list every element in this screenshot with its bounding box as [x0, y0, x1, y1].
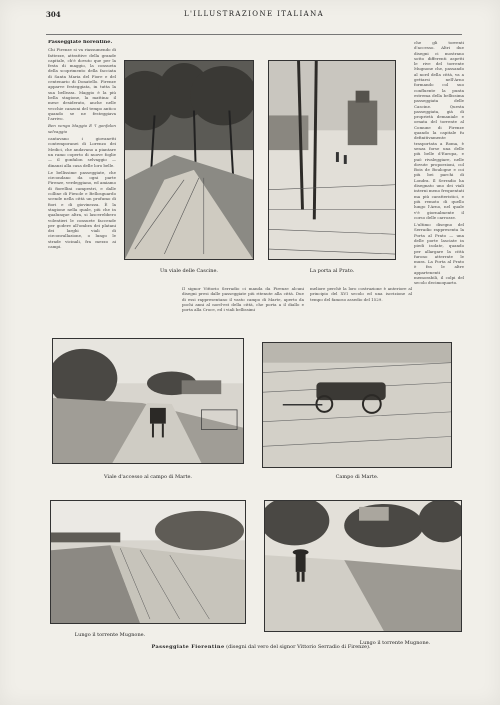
caption: Lungo il torrente Mugnone.	[74, 632, 146, 638]
paragraph: L'ultimo disegno del Serradio rappresenta la Porta al Prato — una delle porte lasciate in piedi isolate, quando per allargare la città furono atterrate le mura. La Porta al Prato è fra le altre appartenenti memorabili, il colpi del secolo decimoquarto.	[414, 222, 464, 286]
paragraph: Le bellissime passeggiate, che circondano da ogni parte Firenze, verdeggiano, ed amiamo di fiorellini campestri, e dalle colline di Fiesole e Bellosguardo scende nella città un profumo di fiori e di giovinezza. È la stagione nella quale, più che in qualunque altra, si lascerebbero volentieri le consuete faccende per godere all'ombra dei platani dei larghi viali di circonvallazione, o lungo le strade vicinali, fra mezzo ai campi.	[48, 169, 116, 249]
paragraph: cantavano i giovanetti contemporanei di Lorenzo dei Medici, che andavano a piantare un ramo coperto di nuove foglie — il gonfalon selvaggio — dinanzi alla casa delle loro belle.	[48, 136, 116, 168]
footer-credit: (disegni dal vero del signor Vittorio Serradio di Firenze).	[226, 644, 371, 650]
caption: Un viale delle Cascine.	[159, 268, 219, 274]
illustration-cascine-avenue	[124, 60, 254, 260]
paragraph: Il signor Vittorio Serradio ci manda da Firenze alcuni disegni presi dalle passeggiate più ritenute alla città. Due di essi rappresentano il vasto campo di Marte, aperto da pochi anni al nord-est della città, che porta a il diallo e porta alla Croce, ed i viali bellissimi	[182, 286, 304, 313]
paragraph: meliore perchè la loro costruzione è anteriore al principio del XVI secolo ed una iscrizione al tempo del famoso assedio del 1529.	[310, 286, 412, 302]
caption: Campo di Marte.	[335, 474, 379, 480]
paragraph: che gli torrenti d'accesso. Altri due disegni ci mostrano sotto differenti aspetti le rive del torrente Mugnone che, passando al nord della città, va a gettarsi nell'Arno formando col suo confluente la punta estrema della bellissima passeggiata delle Cascine. Questa passeggiata, già di proprietà demaniale e ornata del torrente al Comune di Firenze quando la capitale fu definitivamente trasportata a Roma, è senza forse una delle più belle d'Europa, e può rivaleggiare, nelle dovute proporzioni, col Bois de Boulogne e coi più bei parchi di Londra. Il Serradio ha disegnato uno dei viali interni meno frequentati ma più caratteristici, e più remoto di quello lungo l'Arno, nel quale v'è giornalmente il corso delle carrozze.	[414, 40, 464, 220]
page-header	[46, 8, 462, 35]
middle-text-column	[182, 286, 304, 332]
caption: Viale d'accesso al campo di Marte.	[103, 474, 193, 480]
article-heading: Passeggiate fiorentine.	[48, 40, 113, 45]
illustration-mugnone-2	[264, 500, 462, 632]
illustration-campo-di-marte	[262, 342, 452, 468]
footer-title: Passeggiate Fiorentine	[151, 644, 225, 650]
footer-caption	[82, 644, 440, 650]
caption: La porta al Prato.	[309, 268, 355, 274]
caption: Lungo il torrente Mugnone.	[359, 640, 431, 646]
left-text-column	[48, 40, 116, 310]
illustration-porta-al-prato	[268, 60, 396, 260]
middle-text-column-right	[310, 286, 412, 332]
verse: Ben venga Maggio E 'l gonfalon selvaggio	[48, 123, 116, 134]
journal-title: L'ILLUSTRAZIONE ITALIANA	[183, 10, 325, 18]
illustration-mugnone-1	[50, 500, 246, 624]
page-number: 304	[46, 10, 61, 19]
right-text-column	[414, 40, 464, 330]
paragraph: Chi Firenze si va riassumendo di fattezze, attrattive della grande capitale, ch'è dovuto que per la festa di maggio, la consueta della scoprimento della facciata di Santa Maria del Fiore e del centenario di Donatello. Firenze apparve festeggiata, in tutta la sua bellezza. Maggio è la più bella stagione, la mattina: il mese desiderato, anche nelle vecchie canzoni del tempo antico quando se ne festeggiava l'arrivo.	[48, 47, 116, 122]
illustration-campo-di-marte-avenue	[52, 338, 244, 464]
